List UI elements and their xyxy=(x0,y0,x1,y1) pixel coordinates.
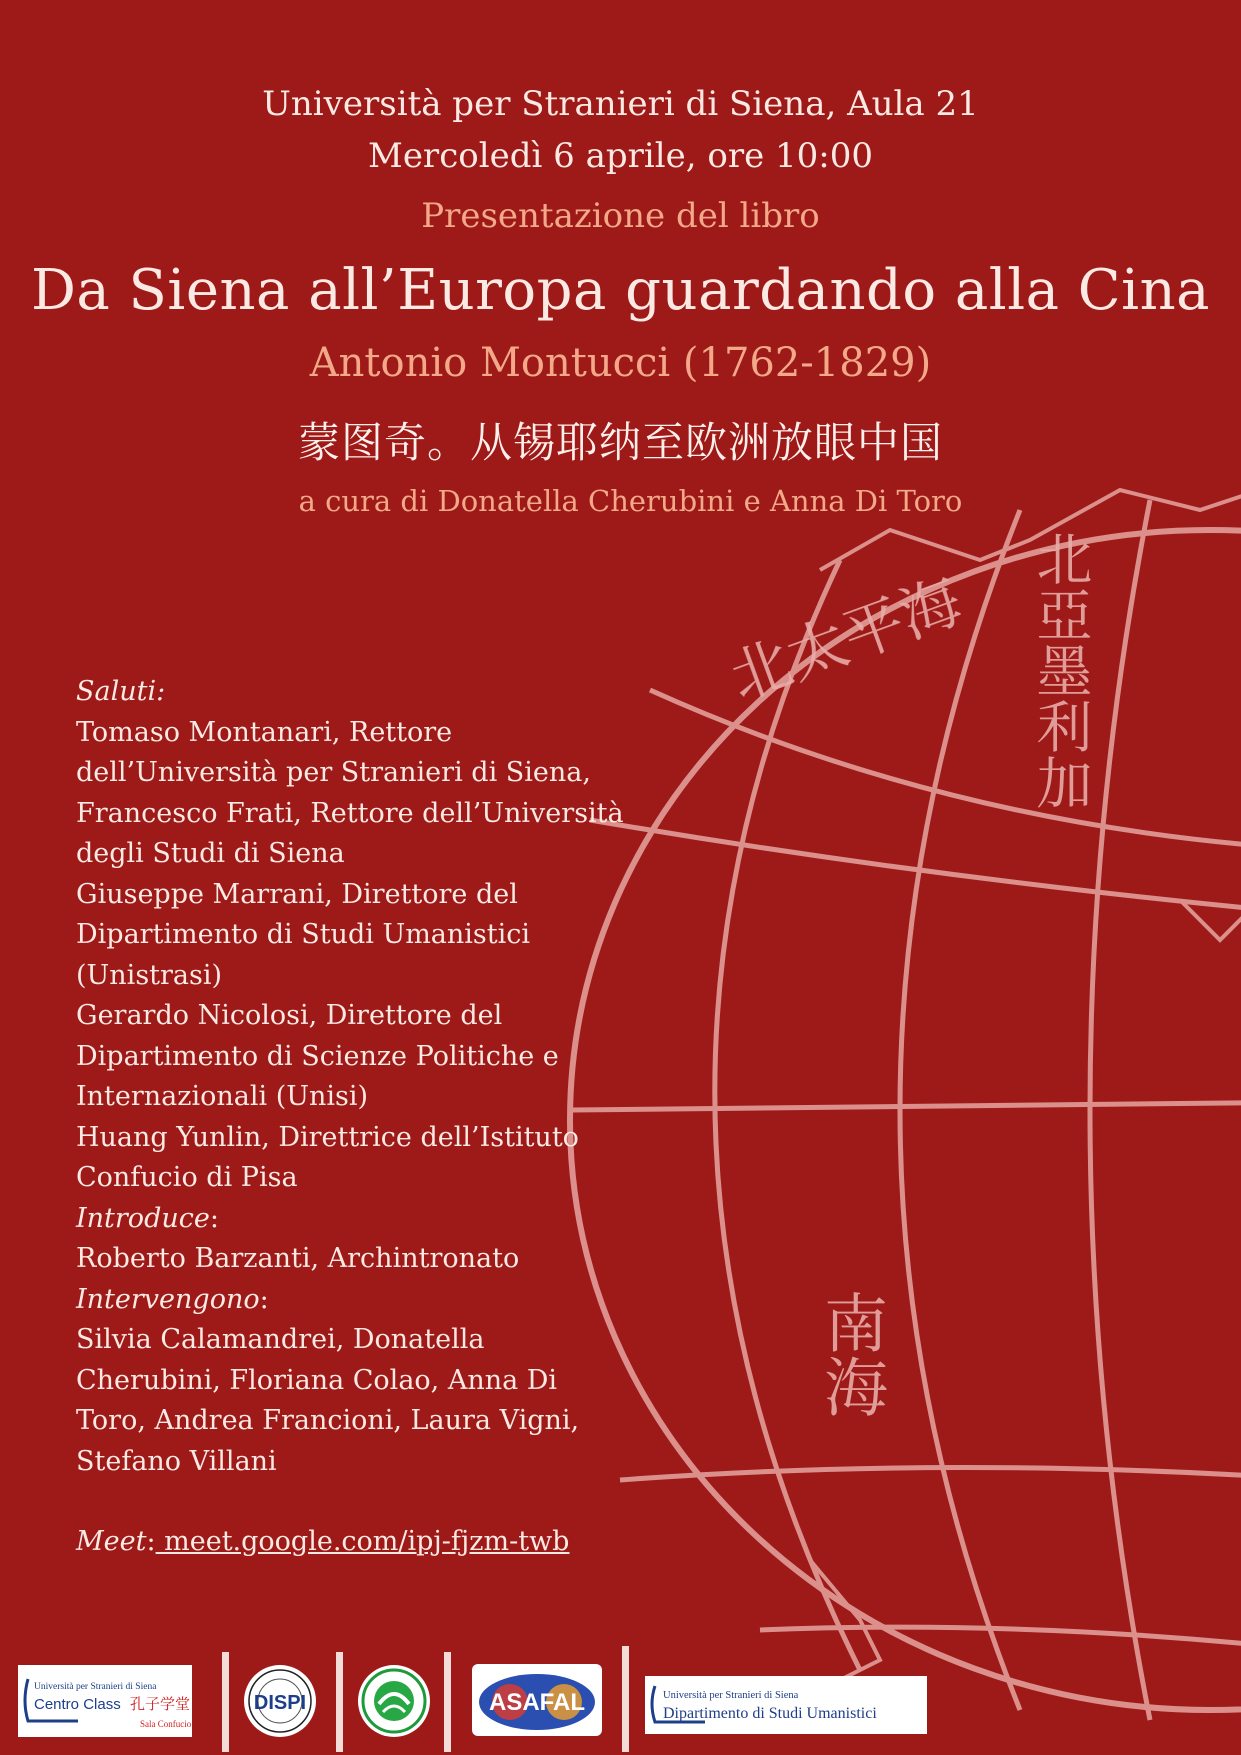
saluti-line: Huang Yunlin, Direttrice dell’Istituto xyxy=(76,1121,579,1153)
venue-line: Università per Stranieri di Siena, Aula 21 xyxy=(262,84,979,124)
editors-line: a cura di Donatella Cherubini e Anna Di Toro xyxy=(298,484,963,518)
saluti-line: Internazionali (Unisi) xyxy=(76,1081,369,1112)
introduce-heading xyxy=(76,1199,596,1240)
logo-confucius xyxy=(357,1664,431,1738)
intervengono-heading xyxy=(76,1280,596,1321)
saluti-line: Dipartimento di Scienze Politiche e xyxy=(76,1040,559,1072)
svg-text:Università per Stranieri di Si: Università per Stranieri di Siena xyxy=(663,1690,799,1701)
globe-meridian-2 xyxy=(900,510,1020,1710)
datetime-line: Mercoledì 6 aprile, ore 10:00 xyxy=(368,136,873,176)
svg-text:DISPI: DISPI xyxy=(253,1692,307,1714)
globe-latitude-south-1 xyxy=(620,1468,1241,1481)
intervengono-colon: : xyxy=(259,1283,269,1315)
logo-dispi xyxy=(243,1664,317,1738)
intervengono-line: Cherubini, Floriana Colao, Anna Di xyxy=(76,1364,558,1396)
introduce-line: Roberto Barzanti, Archintronato xyxy=(76,1243,520,1274)
logo-asafal xyxy=(472,1664,602,1736)
logo-centro-class xyxy=(18,1665,192,1737)
globe-equator xyxy=(572,1102,1241,1110)
svg-text:孔子学堂: 孔子学堂 xyxy=(130,1695,191,1713)
logo-separator xyxy=(336,1652,343,1752)
logo-separator xyxy=(622,1646,629,1752)
saluti-line: dell’Università per Stranieri di Siena, xyxy=(76,757,591,788)
dispi-logo-graphic xyxy=(243,1664,317,1738)
asafal-logo-graphic xyxy=(472,1664,602,1736)
program-section xyxy=(76,672,624,1482)
event-venue-datetime xyxy=(0,78,1241,182)
introduce-label: Introduce xyxy=(76,1202,210,1234)
globe-map-illustration xyxy=(560,470,1241,1730)
saluti-line: Giuseppe Marrani, Direttore del xyxy=(76,878,518,910)
intervengono-label: Intervengono xyxy=(76,1283,260,1315)
book-subject: Antonio Montucci (1762-1829) xyxy=(309,340,932,386)
svg-text:Università per Stranieri di Si: Università per Stranieri di Siena xyxy=(34,1682,157,1692)
chinese-title: 蒙图奇。从锡耶纳至欧洲放眼中国 xyxy=(297,418,943,467)
saluti-label: Saluti: xyxy=(76,676,166,707)
saluti-line: Gerardo Nicolosi, Direttore del xyxy=(76,1000,503,1031)
intervengono-line: Silvia Calamandrei, Donatella xyxy=(76,1324,485,1355)
confucius-institute-logo-graphic xyxy=(357,1664,431,1738)
saluti-line: Tomaso Montanari, Rettore xyxy=(76,716,453,748)
svg-text:ASAFAL: ASAFAL xyxy=(489,1689,585,1716)
centro-class-logo-graphic xyxy=(18,1665,192,1737)
svg-text:Dipartimento di Studi Umanisti: Dipartimento di Studi Umanistici xyxy=(663,1705,877,1722)
meet-section xyxy=(76,1526,569,1557)
logo-separator xyxy=(222,1652,229,1752)
saluti-line: Confucio di Pisa xyxy=(76,1162,298,1193)
map-label-south-sea: 南海 xyxy=(813,1290,887,1418)
svg-text:Centro Class: Centro Class xyxy=(34,1696,121,1713)
saluti-line: Dipartimento di Studi Umanistici xyxy=(76,919,531,950)
svg-text:Sala Confucio: Sala Confucio xyxy=(140,1719,192,1729)
saluti-line: degli Studi di Siena xyxy=(76,838,345,869)
globe-outline xyxy=(570,530,1241,1710)
logo-separator xyxy=(444,1652,451,1752)
introduce-colon: : xyxy=(209,1202,219,1234)
meet-link[interactable]: meet.google.com/ipj-fjzm-twb xyxy=(155,1526,570,1557)
meet-colon: : xyxy=(146,1526,156,1557)
book-title: Da Siena all’Europa guardando alla Cina xyxy=(30,258,1211,323)
globe-meridian-3 xyxy=(1090,500,1150,1720)
globe-latitude-north-1 xyxy=(650,690,1241,850)
saluti-line: Francesco Frati, Rettore dell’Università xyxy=(76,797,624,829)
map-label-north-pacific: 北太平海 xyxy=(721,566,971,715)
map-label-north-america: 北亞墨利加 xyxy=(1027,530,1093,810)
meet-label: Meet xyxy=(76,1526,147,1557)
saluti-lines xyxy=(76,713,624,1199)
presentation-heading: Presentazione del libro xyxy=(421,196,820,236)
intervengono-line: Toro, Andrea Francioni, Laura Vigni, xyxy=(76,1405,580,1436)
intervengono-line: Stefano Villani xyxy=(76,1445,277,1477)
logos-strip xyxy=(0,1640,1241,1755)
dsu-logo-graphic xyxy=(645,1676,927,1734)
logo-dipartimento-studi-umanistici xyxy=(645,1676,927,1734)
saluti-line: (Unistrasi) xyxy=(76,959,223,991)
